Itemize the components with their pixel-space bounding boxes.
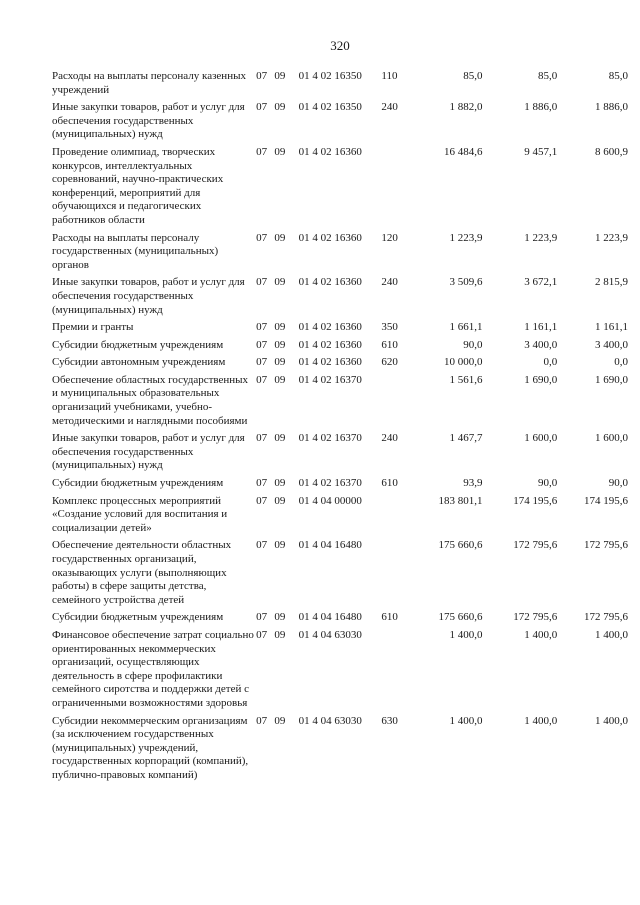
amount-year-2: 1 690,0 bbox=[524, 373, 558, 386]
section-code: 07 bbox=[256, 539, 268, 552]
subsection-code: 09 bbox=[274, 145, 286, 158]
section-code: 07 bbox=[256, 321, 268, 334]
amount-year-2: 1 886,0 bbox=[524, 101, 558, 114]
subsection-code: 09 bbox=[274, 477, 286, 490]
expense-type-code: 350 bbox=[381, 321, 398, 334]
target-article-code: 01 4 02 16360 bbox=[298, 356, 362, 369]
expense-type-code bbox=[381, 539, 407, 611]
subsection-code: 09 bbox=[274, 356, 286, 369]
amount-year-3: 0,0 bbox=[614, 356, 628, 369]
item-name: Комплекс процессных мероприятий «Создание условий для воспитания и социализации детей» bbox=[52, 494, 228, 534]
amount-year-1: 1 661,1 bbox=[449, 321, 483, 334]
target-article-code: 01 4 04 63030 bbox=[298, 628, 362, 641]
target-article-code: 01 4 04 63030 bbox=[298, 714, 362, 727]
table-row bbox=[52, 339, 628, 357]
amount-year-3: 174 195,6 bbox=[584, 494, 628, 507]
section-code: 07 bbox=[256, 373, 268, 386]
amount-year-1: 175 660,6 bbox=[438, 539, 483, 552]
subsection-code: 09 bbox=[274, 373, 286, 386]
amount-year-3: 1 400,0 bbox=[595, 628, 628, 641]
amount-year-2: 172 795,6 bbox=[513, 539, 558, 552]
item-name: Расходы на выплаты персоналу государственных (муниципальных) органов bbox=[52, 231, 219, 271]
amount-year-3: 1 600,0 bbox=[595, 432, 628, 445]
item-name: Субсидии бюджетным учреждениям bbox=[52, 611, 224, 624]
table-row bbox=[52, 477, 628, 495]
target-article-code: 01 4 04 16480 bbox=[298, 539, 362, 552]
amount-year-2: 85,0 bbox=[537, 70, 558, 82]
amount-year-2: 1 600,0 bbox=[524, 432, 558, 445]
table-row bbox=[52, 539, 628, 611]
table-row bbox=[52, 495, 628, 540]
amount-year-3: 1 161,1 bbox=[595, 321, 628, 334]
expense-type-code bbox=[381, 495, 407, 540]
expense-type-code: 240 bbox=[381, 432, 398, 445]
subsection-code: 09 bbox=[274, 338, 286, 351]
amount-year-2: 0,0 bbox=[543, 356, 558, 369]
amount-year-2: 1 400,0 bbox=[524, 628, 558, 641]
expense-type-code: 120 bbox=[381, 231, 398, 244]
table-row bbox=[52, 374, 628, 432]
amount-year-3: 85,0 bbox=[608, 70, 628, 82]
table-row bbox=[52, 715, 628, 787]
section-code: 07 bbox=[256, 611, 268, 624]
item-name: Проведение олимпиад, творческих конкурсов, интеллектуальных соревнований, научно-практических конференций, мероприятий для обучающихся и педагогических работников области bbox=[52, 145, 224, 226]
amount-year-3: 8 600,9 bbox=[595, 145, 628, 158]
amount-year-2: 1 223,9 bbox=[524, 231, 558, 244]
item-name: Обеспечение областных государственных и муниципальных образовательных организаций учебниками, учебно-методическими и наглядными пособиями bbox=[52, 373, 249, 427]
expense-type-code: 240 bbox=[381, 101, 398, 114]
subsection-code: 09 bbox=[274, 714, 286, 727]
amount-year-2: 9 457,1 bbox=[524, 145, 558, 158]
section-code: 07 bbox=[256, 70, 268, 82]
item-name: Финансовое обеспечение затрат социально ориентированных некоммерческих организаций, осуществляющих деятельность в сфере профилактики семейного сиротства и поддержки детей с ограниченными возможностями здоровья bbox=[52, 628, 254, 709]
amount-year-2: 1 161,1 bbox=[524, 321, 558, 334]
amount-year-1: 175 660,6 bbox=[438, 611, 483, 624]
target-article-code: 01 4 02 16370 bbox=[298, 432, 362, 445]
table-row bbox=[52, 611, 628, 629]
amount-year-2: 90,0 bbox=[537, 477, 558, 490]
target-article-code: 01 4 02 16360 bbox=[298, 231, 362, 244]
amount-year-3: 1 886,0 bbox=[595, 101, 628, 114]
amount-year-2: 172 795,6 bbox=[513, 611, 558, 624]
amount-year-1: 1 223,9 bbox=[449, 231, 483, 244]
subsection-code: 09 bbox=[274, 628, 286, 641]
amount-year-1: 1 400,0 bbox=[449, 714, 483, 727]
section-code: 07 bbox=[256, 101, 268, 114]
section-code: 07 bbox=[256, 432, 268, 445]
expense-type-code bbox=[381, 146, 407, 232]
item-name: Субсидии бюджетным учреждениям bbox=[52, 477, 224, 490]
amount-year-2: 3 672,1 bbox=[524, 276, 558, 289]
amount-year-3: 2 815,9 bbox=[595, 276, 628, 289]
item-name: Субсидии автономным учреждениям bbox=[52, 356, 226, 369]
item-name: Расходы на выплаты персоналу казенных учреждений bbox=[52, 70, 246, 96]
target-article-code: 01 4 02 16360 bbox=[298, 276, 362, 289]
target-article-code: 01 4 02 16350 bbox=[298, 70, 362, 82]
target-article-code: 01 4 02 16370 bbox=[298, 373, 362, 386]
amount-year-1: 16 484,6 bbox=[443, 145, 483, 158]
subsection-code: 09 bbox=[274, 276, 286, 289]
section-code: 07 bbox=[256, 714, 268, 727]
amount-year-1: 1 561,6 bbox=[449, 373, 483, 386]
subsection-code: 09 bbox=[274, 494, 286, 507]
amount-year-1: 93,9 bbox=[463, 477, 483, 490]
budget-table bbox=[52, 70, 628, 787]
item-name: Обеспечение деятельности областных государственных организаций, оказывающих услуги (выполняющих работы) в сфере защиты детства, семейного устройства детей bbox=[52, 539, 232, 606]
section-code: 07 bbox=[256, 231, 268, 244]
item-name: Субсидии некоммерческим организациям (за исключением государственных (муниципальных) учреждений, государственных корпораций (компаний), публично-правовых компаний) bbox=[52, 714, 249, 781]
amount-year-1: 85,0 bbox=[463, 70, 483, 82]
section-code: 07 bbox=[256, 628, 268, 641]
expense-type-code: 110 bbox=[381, 70, 398, 82]
section-code: 07 bbox=[256, 477, 268, 490]
expense-type-code: 630 bbox=[381, 714, 398, 727]
amount-year-1: 1 467,7 bbox=[449, 432, 483, 445]
amount-year-2: 3 400,0 bbox=[524, 338, 558, 351]
amount-year-3: 1 223,9 bbox=[595, 231, 628, 244]
amount-year-1: 1 882,0 bbox=[449, 101, 483, 114]
amount-year-2: 1 400,0 bbox=[524, 714, 558, 727]
subsection-code: 09 bbox=[274, 231, 286, 244]
target-article-code: 01 4 02 16360 bbox=[298, 145, 362, 158]
amount-year-3: 90,0 bbox=[608, 477, 628, 490]
table-row bbox=[52, 321, 628, 339]
subsection-code: 09 bbox=[274, 321, 286, 334]
subsection-code: 09 bbox=[274, 611, 286, 624]
table-row bbox=[52, 629, 628, 715]
table-row bbox=[52, 232, 628, 277]
amount-year-1: 10 000,0 bbox=[443, 356, 483, 369]
target-article-code: 01 4 02 16360 bbox=[298, 321, 362, 334]
target-article-code: 01 4 02 16350 bbox=[298, 101, 362, 114]
section-code: 07 bbox=[256, 338, 268, 351]
amount-year-1: 3 509,6 bbox=[449, 276, 483, 289]
table-row bbox=[52, 432, 628, 477]
page-number: 320 bbox=[330, 38, 350, 53]
amount-year-3: 3 400,0 bbox=[595, 338, 628, 351]
expense-type-code: 620 bbox=[381, 356, 398, 369]
section-code: 07 bbox=[256, 145, 268, 158]
section-code: 07 bbox=[256, 494, 268, 507]
item-name: Субсидии бюджетным учреждениям bbox=[52, 338, 224, 351]
table-row bbox=[52, 276, 628, 321]
table-row bbox=[52, 101, 628, 146]
target-article-code: 01 4 04 16480 bbox=[298, 611, 362, 624]
subsection-code: 09 bbox=[274, 432, 286, 445]
amount-year-1: 1 400,0 bbox=[449, 628, 483, 641]
expense-type-code: 610 bbox=[381, 477, 398, 490]
item-name: Иные закупки товаров, работ и услуг для обеспечения государственных (муниципальных) нужд bbox=[52, 101, 245, 141]
expense-type-code bbox=[381, 374, 407, 432]
amount-year-3: 172 795,6 bbox=[584, 611, 628, 624]
expense-type-code: 240 bbox=[381, 276, 398, 289]
amount-year-3: 1 400,0 bbox=[595, 714, 628, 727]
target-article-code: 01 4 02 16360 bbox=[298, 338, 362, 351]
table-row bbox=[52, 146, 628, 232]
section-code: 07 bbox=[256, 276, 268, 289]
amount-year-3: 172 795,6 bbox=[584, 539, 628, 552]
amount-year-2: 174 195,6 bbox=[513, 494, 558, 507]
table-row bbox=[52, 356, 628, 374]
expense-type-code: 610 bbox=[381, 338, 398, 351]
expense-type-code bbox=[381, 629, 407, 715]
budget-table-body bbox=[52, 70, 628, 787]
amount-year-3: 1 690,0 bbox=[595, 373, 628, 386]
subsection-code: 09 bbox=[274, 539, 286, 552]
table-row bbox=[52, 70, 628, 101]
subsection-code: 09 bbox=[274, 70, 286, 82]
section-code: 07 bbox=[256, 356, 268, 369]
expense-type-code: 610 bbox=[381, 611, 398, 624]
item-name: Иные закупки товаров, работ и услуг для обеспечения государственных (муниципальных) нужд bbox=[52, 276, 245, 316]
target-article-code: 01 4 04 00000 bbox=[298, 494, 362, 507]
subsection-code: 09 bbox=[274, 101, 286, 114]
item-name: Премии и гранты bbox=[52, 321, 134, 334]
amount-year-1: 183 801,1 bbox=[438, 494, 483, 507]
amount-year-1: 90,0 bbox=[463, 338, 483, 351]
item-name: Иные закупки товаров, работ и услуг для обеспечения государственных (муниципальных) нужд bbox=[52, 432, 245, 472]
target-article-code: 01 4 02 16370 bbox=[298, 477, 362, 490]
